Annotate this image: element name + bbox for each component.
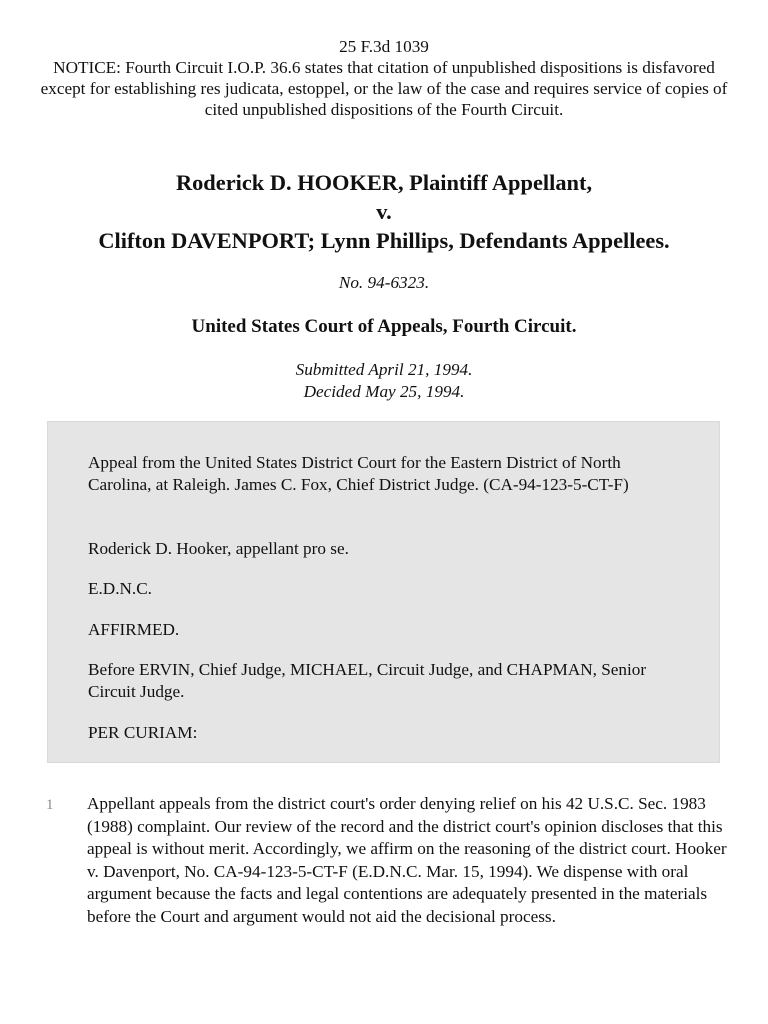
versus-line: v. (376, 199, 392, 224)
plaintiff-line: Roderick D. HOOKER, Plaintiff Appellant, (175, 170, 593, 195)
counsel-text: Roderick D. Hooker, appellant pro se. (88, 539, 349, 558)
decided-date: Decided May 25, 1994. (303, 382, 465, 401)
unpublished-notice: NOTICE: Fourth Circuit I.O.P. 36.6 states that citation of unpublished dispositions is disfavored except for establishing res judicata, estoppel, or the law of the case and requires service of copies of cited unpublished dispositions of the Fourth Circuit. (40, 58, 728, 119)
opinion-paragraph: Appellant appeals from the district court's order denying relief on his 42 U.S.C. Sec. 1983 (1988) complaint. Our review of the record and the district court's opinion discloses that this appeal is without merit. Accordingly, we affirm on the reasoning of the district court. Hooker v. Davenport, No. CA-94-123-5-CT-F (E.D.N.C. Mar. 15, 1994). We dispense with oral argument because the facts and legal contentions are adequately presented in the materials before the Court and argument would not aid the decisional process. (87, 794, 727, 926)
disposition-text: AFFIRMED. (88, 620, 180, 639)
case-dates (40, 359, 728, 403)
case-citation: 25 F.3d 1039 (339, 37, 429, 56)
case-summary-box (47, 421, 720, 763)
docket-number: No. 94-6323. (338, 273, 430, 292)
panel-text: Before ERVIN, Chief Judge, MICHAEL, Circuit Judge, and CHAPMAN, Senior Circuit Judge. (88, 660, 647, 701)
defendants-line: Clifton DAVENPORT; Lynn Phillips, Defendants Appellees. (98, 228, 670, 253)
paragraph-number: 1 (46, 797, 54, 813)
submitted-date: Submitted April 21, 1994. (295, 360, 473, 379)
case-header (40, 36, 728, 120)
court-name: United States Court of Appeals, Fourth Circuit. (191, 316, 577, 337)
appeal-from-text: Appeal from the United States District Court for the Eastern District of North Carolina, at Raleigh. James C. Fox, Chief District Judge. (CA-94-123-5-CT-F) (88, 453, 629, 494)
author-text: PER CURIAM: (88, 723, 198, 742)
district-text: E.D.N.C. (88, 579, 152, 598)
case-parties (20, 168, 748, 255)
